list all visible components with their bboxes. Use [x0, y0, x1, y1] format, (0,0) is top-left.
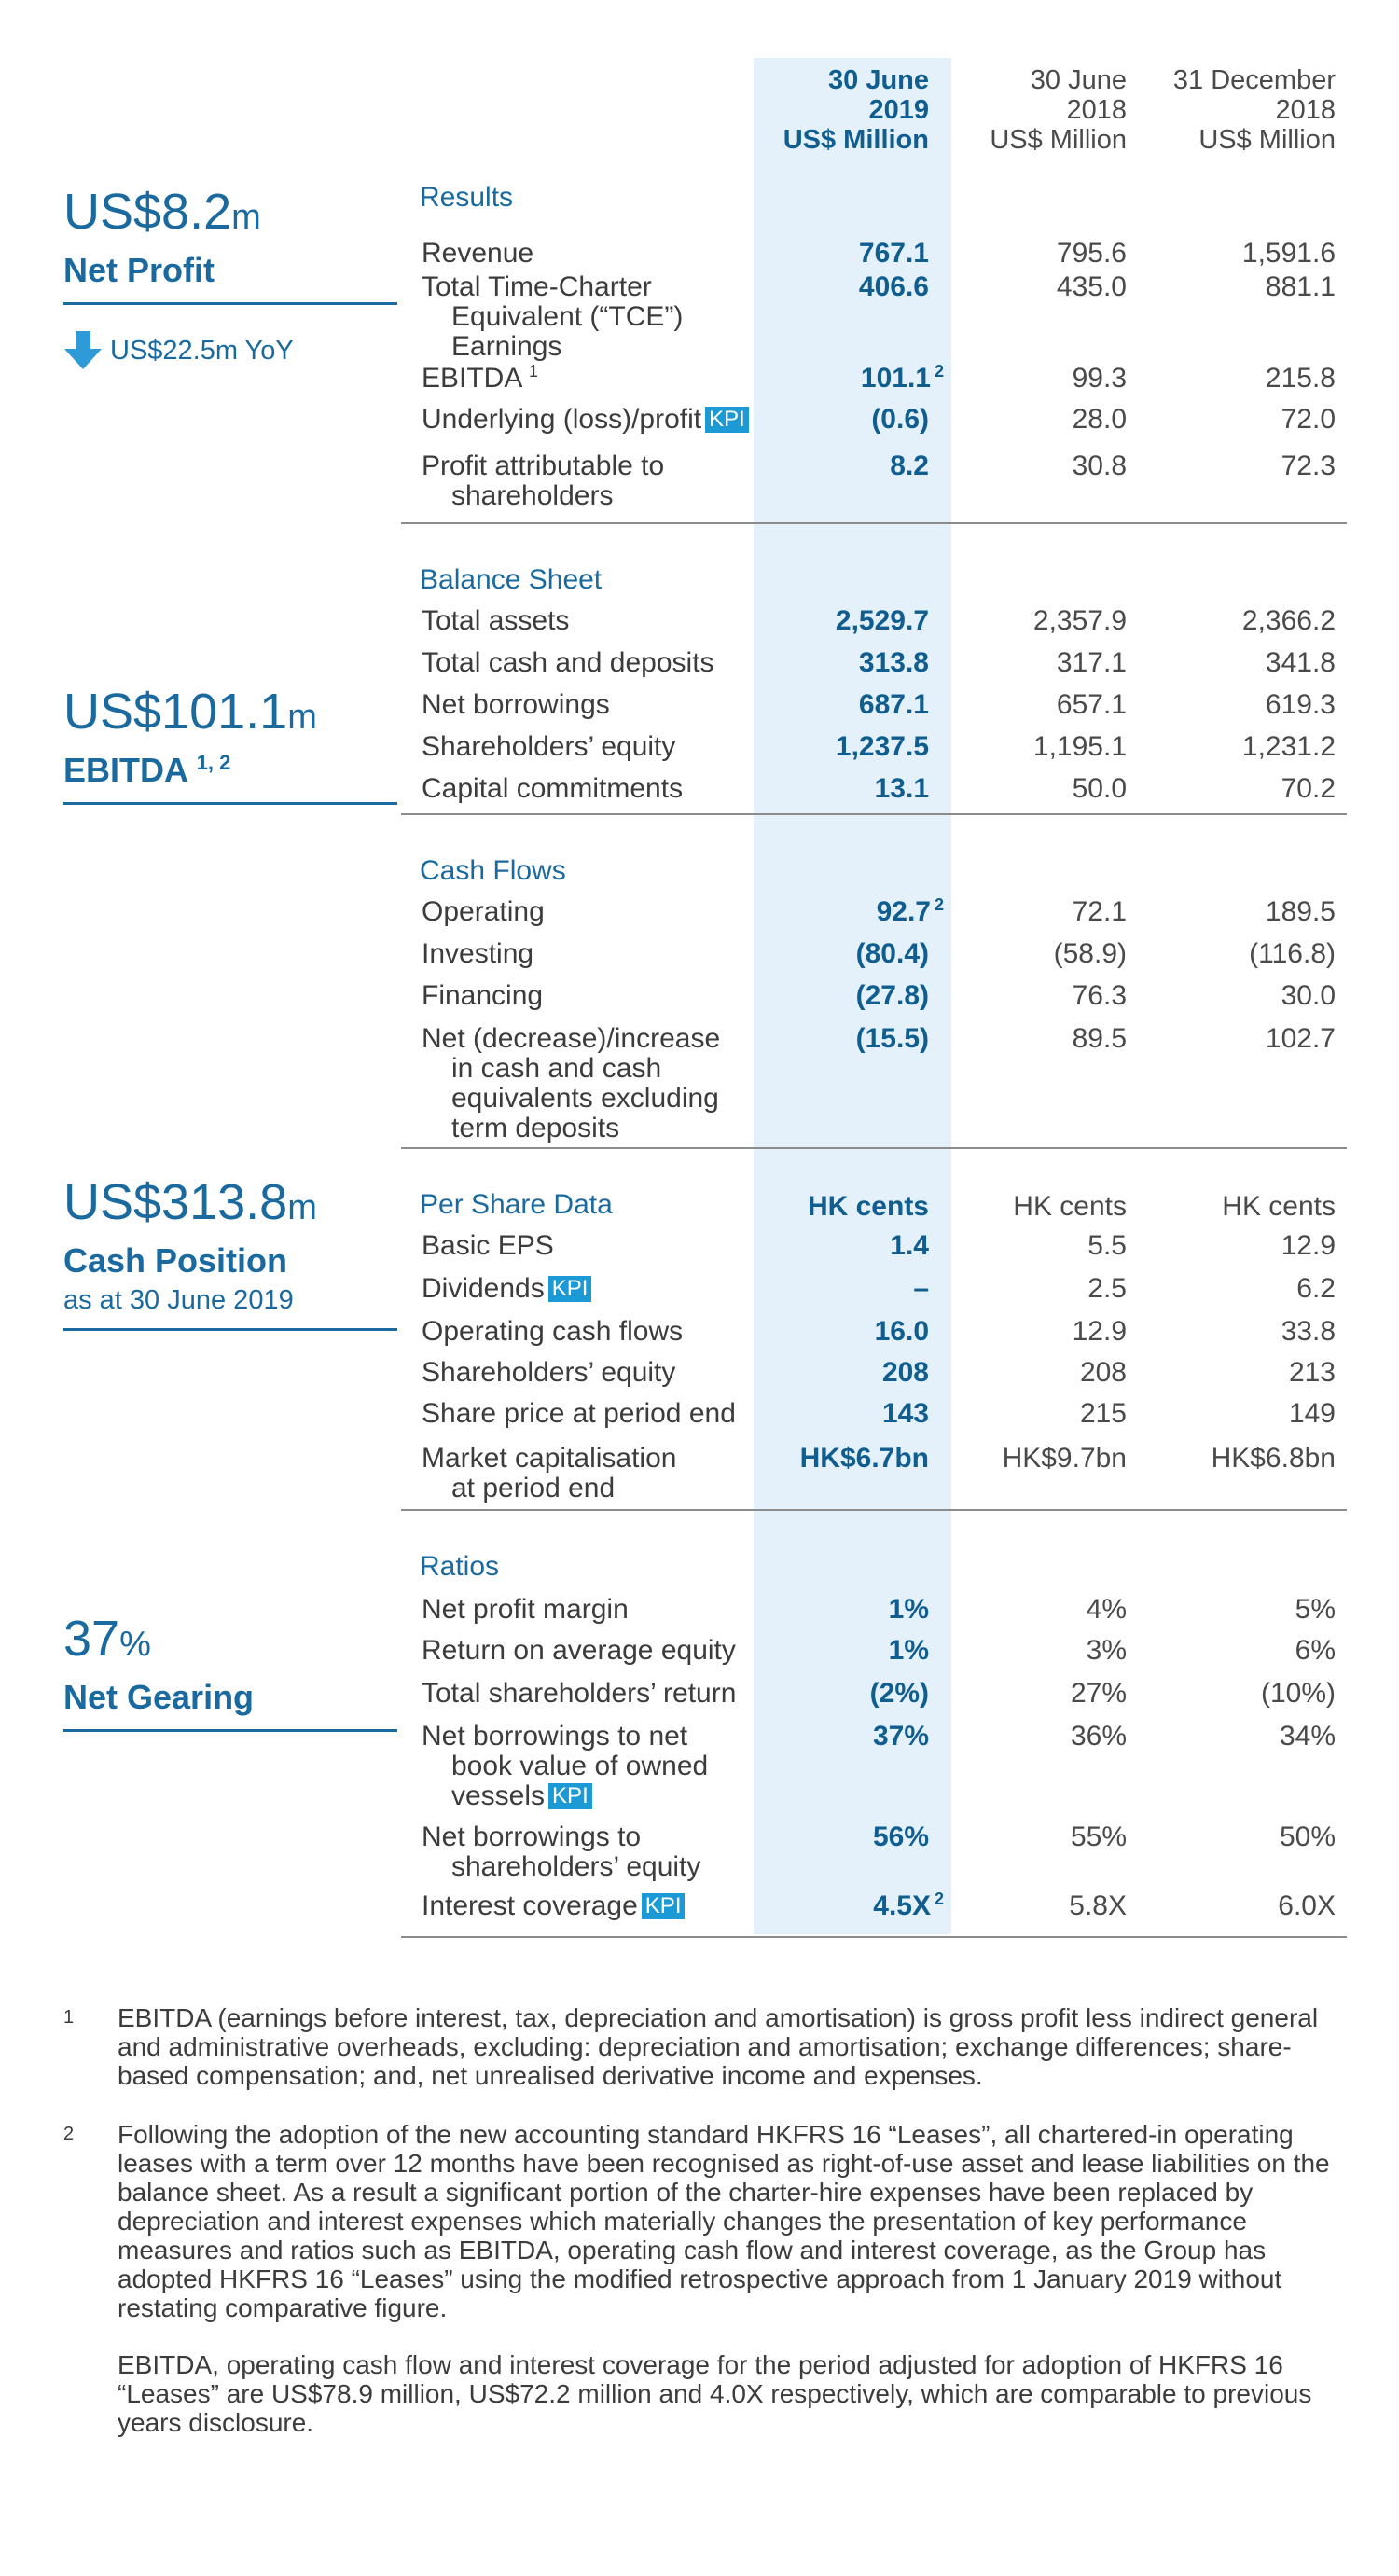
net-gearing-label: Net Gearing	[63, 1678, 255, 1716]
value-current	[746, 648, 929, 678]
value-current	[746, 1822, 929, 1852]
value-current-text: 1,237.5	[835, 731, 929, 762]
row-label-line: Net borrowings to	[422, 1821, 642, 1852]
row-label	[422, 272, 767, 362]
kpi-badge: KPI	[705, 407, 749, 433]
value-current-text: (80.4)	[855, 938, 929, 969]
row-label	[422, 897, 767, 927]
row-label-line: Return on average equity	[422, 1635, 736, 1666]
row-label-line: Total shareholders’ return	[422, 1678, 737, 1709]
value-current	[746, 1679, 929, 1709]
row-label-line: Market capitalisation	[422, 1443, 677, 1474]
row-label-line: shareholders’ equity	[451, 1851, 701, 1882]
value-current	[746, 1444, 929, 1474]
row-label-line: vessels KPI	[422, 1781, 767, 1811]
value-prior-half: 1,195.1	[1032, 731, 1127, 762]
value-prior-half: 5.8X	[1069, 1890, 1127, 1921]
row-label-line: Operating cash flows	[422, 1316, 684, 1347]
value-prior-half: 4%	[1086, 1594, 1127, 1625]
value-current-text: 1%	[888, 1635, 929, 1666]
value-prior-full: 33.8	[1281, 1316, 1336, 1347]
value-prior-half: 12.9	[1072, 1316, 1127, 1347]
value-current	[746, 1317, 929, 1347]
value-prior-full: 50%	[1279, 1821, 1336, 1852]
value-current	[761, 364, 944, 394]
value-current	[746, 981, 929, 1011]
value-prior-full: HK$6.8bn	[1211, 1443, 1336, 1474]
row-label	[422, 981, 767, 1011]
value-prior-full: 34%	[1279, 1721, 1336, 1752]
value-current	[746, 451, 929, 481]
value-prior-half: 795.6	[1056, 238, 1127, 269]
value-prior-full: 213	[1288, 1357, 1336, 1388]
value-current	[746, 272, 929, 302]
value-prior-full: 6.2	[1296, 1273, 1336, 1304]
value-prior-full: (116.8)	[1249, 938, 1336, 969]
row-label-line: shareholders	[451, 480, 614, 511]
row-label-line: Share price at period end	[422, 1398, 736, 1429]
value-current-text: 92.7	[876, 896, 931, 927]
value-current-text: 37%	[872, 1721, 929, 1752]
row-label	[422, 1024, 767, 1143]
header-prior-half-year: 30 June 2018 US$ Million	[990, 65, 1127, 155]
value-prior-half: 657.1	[1056, 689, 1127, 720]
value-current-text: (27.8)	[855, 980, 929, 1011]
ebitda-label: EBITDA $^{1, 2}$	[63, 751, 231, 789]
row-label	[422, 648, 767, 678]
footnote-paragraph: EBITDA, operating cash flow and interest coverage for the period adjusted for adoption of HKFRS 16 “Leases” are US$78.9 million, US$72.2 million and 4.0X respectively, which are comparable to previous years disclosure.	[118, 2350, 1312, 2437]
ratios-section	[401, 1546, 1347, 1938]
value-prior-full: 72.0	[1281, 404, 1336, 435]
value-prior-half: 99.3	[1072, 363, 1127, 394]
value-current-text: (2%)	[869, 1678, 929, 1709]
value-current	[746, 1722, 929, 1752]
value-prior-half: 36%	[1070, 1721, 1127, 1752]
cash-flows-section	[401, 851, 1347, 1149]
net-profit-highlight	[63, 183, 397, 305]
value-prior-full: 189.5	[1265, 896, 1336, 927]
value-prior-full: 12.9	[1281, 1230, 1336, 1261]
units-current: HK cents	[807, 1191, 929, 1222]
row-label-line: Investing	[422, 938, 534, 969]
row-label	[422, 451, 767, 511]
value-prior-full: 70.2	[1281, 773, 1336, 804]
results-title: Results	[420, 182, 514, 213]
ebitda-value: US$101.1m	[63, 684, 317, 740]
row-label	[422, 1891, 767, 1921]
footnote-1	[63, 2003, 1351, 2090]
value-current-text: 767.1	[858, 238, 929, 269]
row-label	[422, 1636, 767, 1666]
cash-position-highlight	[63, 1173, 397, 1331]
row-label	[422, 1399, 767, 1429]
value-current-text: 13.1	[874, 773, 929, 804]
ebitda-highlight	[63, 683, 397, 805]
value-current	[746, 690, 929, 720]
row-label-line: Equivalent (“TCE”)	[451, 301, 684, 332]
net-gearing-highlight	[63, 1610, 397, 1732]
row-label	[422, 239, 767, 269]
balance-sheet-section	[401, 560, 1347, 815]
value-prior-full: 149	[1288, 1398, 1336, 1429]
value-prior-half: 27%	[1070, 1678, 1127, 1709]
value-prior-half: 5.5	[1087, 1230, 1127, 1261]
row-label	[422, 1822, 767, 1882]
value-prior-full: 215.8	[1265, 363, 1336, 394]
value-prior-full: 30.0	[1281, 980, 1336, 1011]
value-prior-full: 6.0X	[1278, 1890, 1336, 1921]
results-section	[401, 177, 1347, 524]
row-label	[422, 1595, 767, 1625]
value-current-text: (15.5)	[855, 1023, 929, 1054]
value-prior-half: HK$9.7bn	[1002, 1443, 1127, 1474]
value-prior-full: 2,366.2	[1241, 605, 1336, 636]
value-prior-half: 30.8	[1072, 450, 1127, 481]
balance-title: Balance Sheet	[420, 564, 603, 595]
row-label-line: Net profit margin	[422, 1594, 629, 1625]
pershare-title: Per Share Data	[420, 1189, 613, 1220]
row-label-line: Shareholders’ equity	[422, 731, 676, 762]
row-label	[422, 1317, 767, 1347]
net-profit-label: Net Profit	[63, 251, 215, 289]
value-current	[746, 1595, 929, 1625]
value-current-text: 2,529.7	[835, 605, 929, 636]
value-prior-full: 1,231.2	[1241, 731, 1336, 762]
footnote-ref: 1	[529, 362, 539, 381]
value-prior-full: 341.8	[1265, 647, 1336, 678]
header-prior-full-year: 31 December 2018 US$ Million	[1172, 65, 1336, 155]
footnote-ref: 2	[934, 895, 944, 914]
row-label	[422, 606, 767, 636]
footnote-ref: 2	[934, 1890, 944, 1908]
value-current-text: 1%	[888, 1594, 929, 1625]
row-label-line: Underlying (loss)/profit	[422, 404, 702, 435]
units-prior-half: HK cents	[1013, 1191, 1127, 1222]
value-current	[746, 1636, 929, 1666]
cash-position-date: as at 30 June 2019	[63, 1285, 294, 1315]
row-label	[422, 1358, 767, 1388]
value-current-text: 101.1	[860, 363, 931, 394]
row-label-line: in cash and cash	[451, 1053, 662, 1084]
value-prior-half: 76.3	[1072, 980, 1127, 1011]
value-current	[746, 774, 929, 804]
kpi-badge: KPI	[548, 1783, 592, 1809]
row-label-line: Net borrowings	[422, 689, 610, 720]
value-current-text: 687.1	[858, 689, 929, 720]
value-current-text: 4.5X	[873, 1890, 931, 1921]
row-label-line: Total assets	[422, 605, 570, 636]
value-prior-full: 619.3	[1265, 689, 1336, 720]
row-label-line: Total Time-Charter	[422, 271, 652, 302]
cash-position-value: US$313.8m	[63, 1174, 317, 1230]
value-prior-half: 435.0	[1056, 271, 1127, 302]
per-share-data-section	[401, 1184, 1347, 1511]
value-prior-half: 89.5	[1072, 1023, 1127, 1054]
value-current-text: 313.8	[858, 647, 929, 678]
value-current-text: 1.4	[890, 1230, 929, 1261]
row-label	[422, 1444, 767, 1503]
row-label-line: Capital commitments	[422, 773, 684, 804]
value-prior-half: 317.1	[1056, 647, 1127, 678]
footnote-number: 1	[63, 2007, 75, 2028]
footnote-paragraph: EBITDA (earnings before interest, tax, depreciation and amortisation) is gross profit less indirect general and administrative overheads, excluding: depreciation and amortisation; exchange differences; share-based compensation; and, net unrealised derivative income and expenses.	[118, 2003, 1319, 2090]
ratios-title: Ratios	[420, 1551, 500, 1582]
down-arrow-icon	[63, 331, 103, 370]
row-label	[422, 690, 767, 720]
value-current-text: 56%	[872, 1821, 929, 1852]
footnote-2	[63, 2120, 1351, 2437]
net-profit-value: US$8.2m	[63, 184, 261, 240]
value-current	[746, 732, 929, 762]
value-current	[746, 239, 929, 269]
row-label	[422, 732, 767, 762]
row-label-line: Operating	[422, 896, 545, 927]
footnote-paragraph: Following the adoption of the new accounting standard HKFRS 16 “Leases”, all chartered-in operating leases with a term over 12 months have been recognised as right-of-use asset and lease liabilities on the balance sheet. As a result a significant portion of the charter-hire expenses have been replaced by depreciation and interest expenses which materially changes the presentation of key performance measures and ratios such as EBITDA, operating cash flow and interest coverage, as the Group has adopted HKFRS 16 “Leases” using the modified retrospective approach from 1 January 2019 without restating comparative figure.	[118, 2120, 1330, 2322]
value-current-text: 16.0	[874, 1316, 929, 1347]
row-label-line: equivalents excluding	[451, 1083, 719, 1114]
value-current	[746, 405, 929, 435]
value-current-text: HK$6.7bn	[799, 1443, 929, 1474]
value-prior-full: (10%)	[1260, 1678, 1336, 1709]
row-label	[422, 1679, 767, 1709]
footnote-number: 2	[63, 2124, 75, 2144]
row-label	[422, 1722, 767, 1811]
cashflows-title: Cash Flows	[420, 855, 566, 886]
value-prior-full: 881.1	[1265, 271, 1336, 302]
value-current	[746, 1358, 929, 1388]
value-current-text: 208	[881, 1357, 929, 1388]
row-label-line: Financing	[422, 980, 544, 1011]
row-label	[422, 405, 767, 435]
row-label-line: Basic EPS	[422, 1230, 554, 1261]
value-prior-half: 2,357.9	[1032, 605, 1127, 636]
net-gearing-value: 37%	[63, 1611, 151, 1667]
value-current-text: 143	[881, 1398, 929, 1429]
row-label-line: Interest coverage	[422, 1890, 638, 1921]
row-label-line: Net borrowings to net	[422, 1721, 688, 1752]
footnotes	[63, 2003, 1351, 2467]
row-label-line: book value of owned	[451, 1751, 709, 1781]
row-label-line: Shareholders’ equity	[422, 1357, 676, 1388]
value-current	[761, 897, 944, 927]
value-current	[746, 939, 929, 969]
value-prior-half: 2.5	[1087, 1273, 1127, 1304]
cash-position-label: Cash Position	[63, 1241, 288, 1280]
value-prior-half: 208	[1079, 1357, 1127, 1388]
value-current	[746, 1274, 929, 1304]
value-prior-half: 3%	[1086, 1635, 1127, 1666]
row-label-line: Net (decrease)/increase	[422, 1023, 721, 1054]
value-current	[761, 1891, 944, 1921]
value-current-text: (0.6)	[871, 404, 929, 435]
footnote-ref: 2	[934, 362, 944, 381]
value-current	[746, 1231, 929, 1261]
value-current	[746, 1024, 929, 1054]
value-prior-full: 102.7	[1265, 1023, 1336, 1054]
units-prior-full: HK cents	[1222, 1191, 1336, 1222]
value-prior-half: 72.1	[1072, 896, 1127, 927]
row-label-line: at period end	[451, 1473, 616, 1503]
kpi-badge: KPI	[548, 1276, 592, 1302]
row-label-line: term deposits	[451, 1113, 620, 1143]
value-prior-full: 5%	[1295, 1594, 1336, 1625]
row-label-line: Earnings	[451, 331, 562, 362]
header-current-period: 30 June 2019 US$ Million	[783, 65, 929, 155]
row-label	[422, 939, 767, 969]
value-current-text: 406.6	[858, 271, 929, 302]
value-prior-full: 6%	[1295, 1635, 1336, 1666]
value-current-text: –	[913, 1273, 929, 1304]
row-label	[422, 774, 767, 804]
kpi-badge: KPI	[642, 1893, 686, 1919]
row-label-line: Dividends	[422, 1273, 545, 1304]
row-label	[422, 364, 767, 394]
value-prior-full: 1,591.6	[1241, 238, 1336, 269]
row-label	[422, 1274, 767, 1304]
row-label-line: Revenue	[422, 238, 534, 269]
net-profit-yoy: US$22.5m YoY	[63, 331, 294, 370]
value-prior-half: 55%	[1070, 1821, 1127, 1852]
value-prior-half: 50.0	[1072, 773, 1127, 804]
row-label-line: Profit attributable to	[422, 450, 665, 481]
value-prior-full: 72.3	[1281, 450, 1336, 481]
value-current	[746, 606, 929, 636]
value-prior-half: 215	[1079, 1398, 1127, 1429]
value-current	[746, 1399, 929, 1429]
row-label	[422, 1231, 767, 1261]
row-label-line: Total cash and deposits	[422, 647, 714, 678]
value-prior-half: (58.9)	[1053, 938, 1127, 969]
row-label-line: EBITDA	[422, 363, 521, 394]
value-current-text: 8.2	[890, 450, 929, 481]
value-prior-half: 28.0	[1072, 404, 1127, 435]
